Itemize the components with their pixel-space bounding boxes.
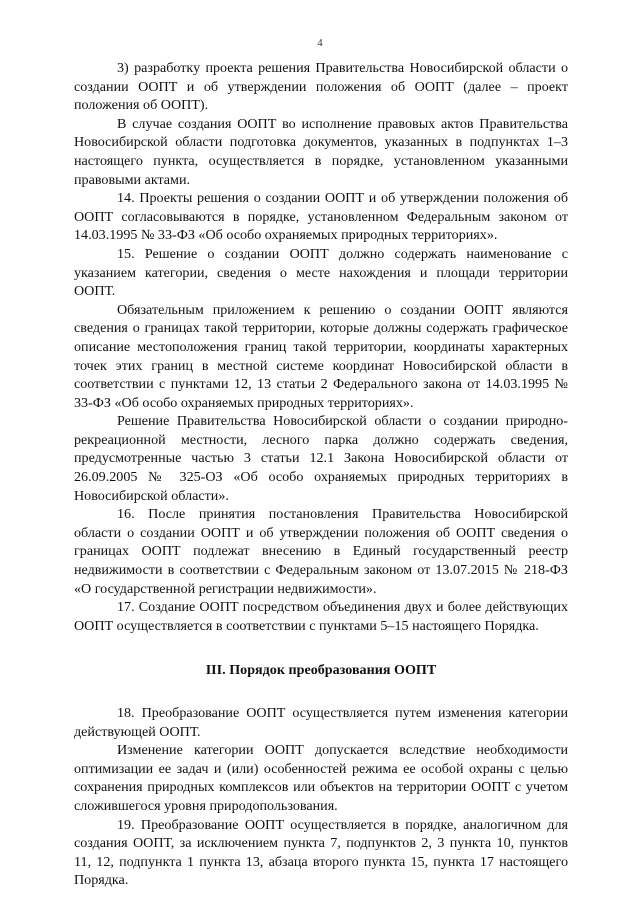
paragraph-item-18: 18. Преобразование ООПТ осуществляется путем изменения категории действующей ООПТ. bbox=[74, 705, 568, 740]
paragraph-item-19: 19. Преобразование ООПТ осуществляется в порядке, аналогичном для создания ООПТ, за исключением пункта 7, подпунктов 2, 3 пункта 10, пунктов 11, 12, подпункта 1 пункта 13, абзаца второго пункта 15, пункта 17 настоящего Порядка. bbox=[74, 816, 568, 889]
paragraph-item-17: 17. Создание ООПТ посредством объединения двух и более действующих ООПТ осуществляется в соответствии с пунктами 5–15 настоящего Порядка. bbox=[74, 599, 568, 634]
document-body bbox=[74, 59, 568, 890]
paragraph-subitem-3: 3) разработку проекта решения Правительства Новосибирской области о создании ООПТ и об утверждении положения об ООПТ (далее – проект положения об ООПТ). bbox=[74, 60, 568, 114]
page-number: 4 bbox=[317, 38, 323, 49]
paragraph-government-decision: Решение Правительства Новосибирской области о создании природно-рекреационной местности, лесного парка должно содержать сведения, предусмотренные частью 3 статьи 12.1 Закона Новосибирской области от 26.09.2005 № 325-ОЗ «Об особо охраняемых природных территориях в Новосибирской области». bbox=[74, 413, 568, 504]
paragraph-category-change: Изменение категории ООПТ допускается вследствие необходимости оптимизации ее задач и (или) особенностей режима ее особой охраны с целью сохранения природных комплексов или объектов на территории ООПТ с учетом сложившегося уровня природопользования. bbox=[74, 742, 568, 814]
paragraph-item-16: 16. После принятия постановления Правительства Новосибирской области о создании ООПТ и об утверждении положения об ООПТ сведения о границах ООПТ подлежат внесению в Единый государственный реестр недвижимости в соответствии с Федеральным законом от 13.07.2015 № 218-ФЗ «О государственной регистрации недвижимости». bbox=[74, 506, 568, 597]
paragraph-legal-acts-case: В случае создания ООПТ во исполнение правовых актов Правительства Новосибирской области подготовка документов, указанных в подпунктах 1–3 настоящего пункта, осуществляется в порядке, установленном указанными правовыми актами. bbox=[74, 115, 568, 188]
paragraph-item-15: 15. Решение о создании ООПТ должно содержать наименование с указанием категории, сведения о месте нахождения и площади территории ООПТ. bbox=[74, 245, 568, 300]
paragraph-item-14: 14. Проекты решения о создании ООПТ и об утверждении положения об ООПТ согласовываются в порядке, установленном Федеральным законом от 14.03.1995 № 33-ФЗ «Об особо охраняемых природных территориях». bbox=[74, 190, 568, 244]
paragraph-mandatory-annex: Обязательным приложением к решению о создании ООПТ являются сведения о границах такой территории, которые должны содержать графическое описание местоположения границ такой территории, координаты характерных точек этих границ в местной системе координат Новосибирской области в соответствии с пунктами 12, 13 статьи 2 Федерального закона от 14.03.1995 № 33-ФЗ «Об особо охраняемых природных территориях». bbox=[74, 301, 568, 411]
section-heading: III. Порядок преобразования ООПТ bbox=[205, 662, 437, 679]
